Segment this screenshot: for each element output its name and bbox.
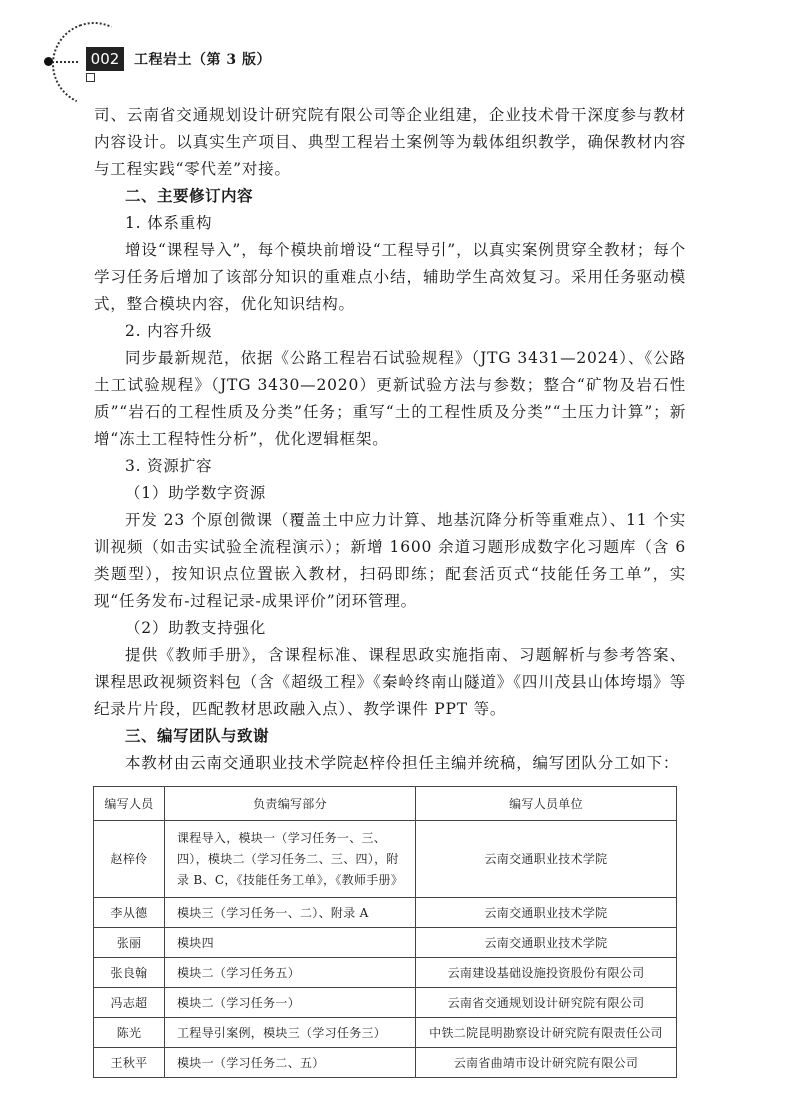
author-name: 赵梓伶	[94, 821, 165, 898]
author-unit: 云南省交通规划设计研究院有限公司	[416, 988, 677, 1018]
page-number: 002	[86, 47, 124, 71]
square-icon	[86, 73, 95, 82]
author-part: 模块三（学习任务一、二）、附录 A	[165, 898, 416, 928]
team-table	[93, 786, 677, 1078]
author-part: 模块二（学习任务一）	[165, 988, 416, 1018]
bullet-dot-icon	[44, 57, 53, 66]
heading-support: （2）助教支持强化	[125, 619, 267, 637]
paragraph-intro: 司、云南省交通规划设计研究院有限公司等企业组建，企业技术骨干深度参与教材内容设计。以真实生产项目、典型工程岩土案例等为载体组织教学，确保教材内容与工程实践“零代差”对接。	[94, 106, 686, 178]
author-unit: 云南交通职业技术学院	[416, 821, 677, 898]
table-row	[94, 1018, 677, 1048]
author-name: 王秋平	[94, 1048, 165, 1078]
table-row	[94, 988, 677, 1018]
decorative-dotted-line	[56, 61, 78, 63]
author-part: 课程导入，模块一（学习任务一、三、四），模块二（学习任务二、三、四），附录 B、C，《技能任务工单》，《教师手册》	[165, 821, 416, 898]
heading-digital: （1）助学数字资源	[125, 484, 267, 502]
author-name: 陈光	[94, 1018, 165, 1048]
paragraph-support: 提供《教师手册》，含课程标准、课程思政实施指南、习题解析与参考答案、课程思政视频资料包（含《超级工程》《秦岭终南山隧道》《四川茂县山体垮塌》等纪录片片段，匹配教材思政融入点）、教学课件 PPT 等。	[94, 646, 686, 718]
author-name: 李从德	[94, 898, 165, 928]
author-name: 张良翰	[94, 958, 165, 988]
table-row	[94, 958, 677, 988]
heading-resource: 3. 资源扩容	[125, 457, 213, 475]
author-unit: 云南交通职业技术学院	[416, 898, 677, 928]
header-part: 负责编写部分	[165, 787, 416, 821]
heading-revision: 二、主要修订内容	[125, 187, 254, 205]
main-content	[94, 102, 686, 777]
table-row	[94, 821, 677, 898]
table-header-row	[94, 787, 677, 821]
heading-team: 三、编写团队与致谢	[125, 727, 270, 745]
header-unit: 编写人员单位	[416, 787, 677, 821]
author-name: 冯志超	[94, 988, 165, 1018]
table-row	[94, 928, 677, 958]
book-title: 工程岩土（第 3 版）	[134, 52, 271, 68]
table-row	[94, 898, 677, 928]
author-part: 模块一（学习任务二、五）	[165, 1048, 416, 1078]
author-name: 张丽	[94, 928, 165, 958]
header-author: 编写人员	[94, 787, 165, 821]
table-row	[94, 1048, 677, 1078]
author-part: 模块四	[165, 928, 416, 958]
heading-system: 1. 体系重构	[125, 214, 213, 232]
author-unit: 云南省曲靖市设计研究院有限公司	[416, 1048, 677, 1078]
author-unit: 云南建设基础设施投资股份有限公司	[416, 958, 677, 988]
author-part: 模块二（学习任务五）	[165, 958, 416, 988]
author-unit: 云南交通职业技术学院	[416, 928, 677, 958]
paragraph-digital: 开发 23 个原创微课（覆盖土中应力计算、地基沉降分析等重难点）、11 个实训视频（如击实试验全流程演示）；新增 1600 余道习题形成数字化习题库（含 6 类题型），按知识点位置嵌入教材，扫码即练；配套活页式“技能任务工单”，实现“任务发布-过程记录-成果评价”闭环管理。	[94, 511, 686, 610]
paragraph-upgrade: 同步最新规范，依据《公路工程岩石试验规程》（JTG 3431—2024）、《公路土工试验规程》（JTG 3430—2020）更新试验方法与参数；整合“矿物及岩石性质”“岩石的工程性质及分类”任务；重写“土的工程性质及分类”“土压力计算”；新增“冻土工程特性分析”，优化逻辑框架。	[94, 349, 686, 448]
paragraph-team: 本教材由云南交通职业技术学院赵梓伶担任主编并统稿，编写团队分工如下：	[125, 754, 680, 772]
paragraph-system: 增设“课程导入”，每个模块前增设“工程导引”，以真实案例贯穿全教材；每个学习任务后增加了该部分知识的重难点小结，辅助学生高效复习。采用任务驱动模式，整合模块内容，优化知识结构。	[94, 241, 686, 313]
author-part: 工程导引案例，模块三（学习任务三）	[165, 1018, 416, 1048]
author-unit: 中铁二院昆明勘察设计研究院有限责任公司	[416, 1018, 677, 1048]
heading-upgrade: 2. 内容升级	[125, 322, 213, 340]
